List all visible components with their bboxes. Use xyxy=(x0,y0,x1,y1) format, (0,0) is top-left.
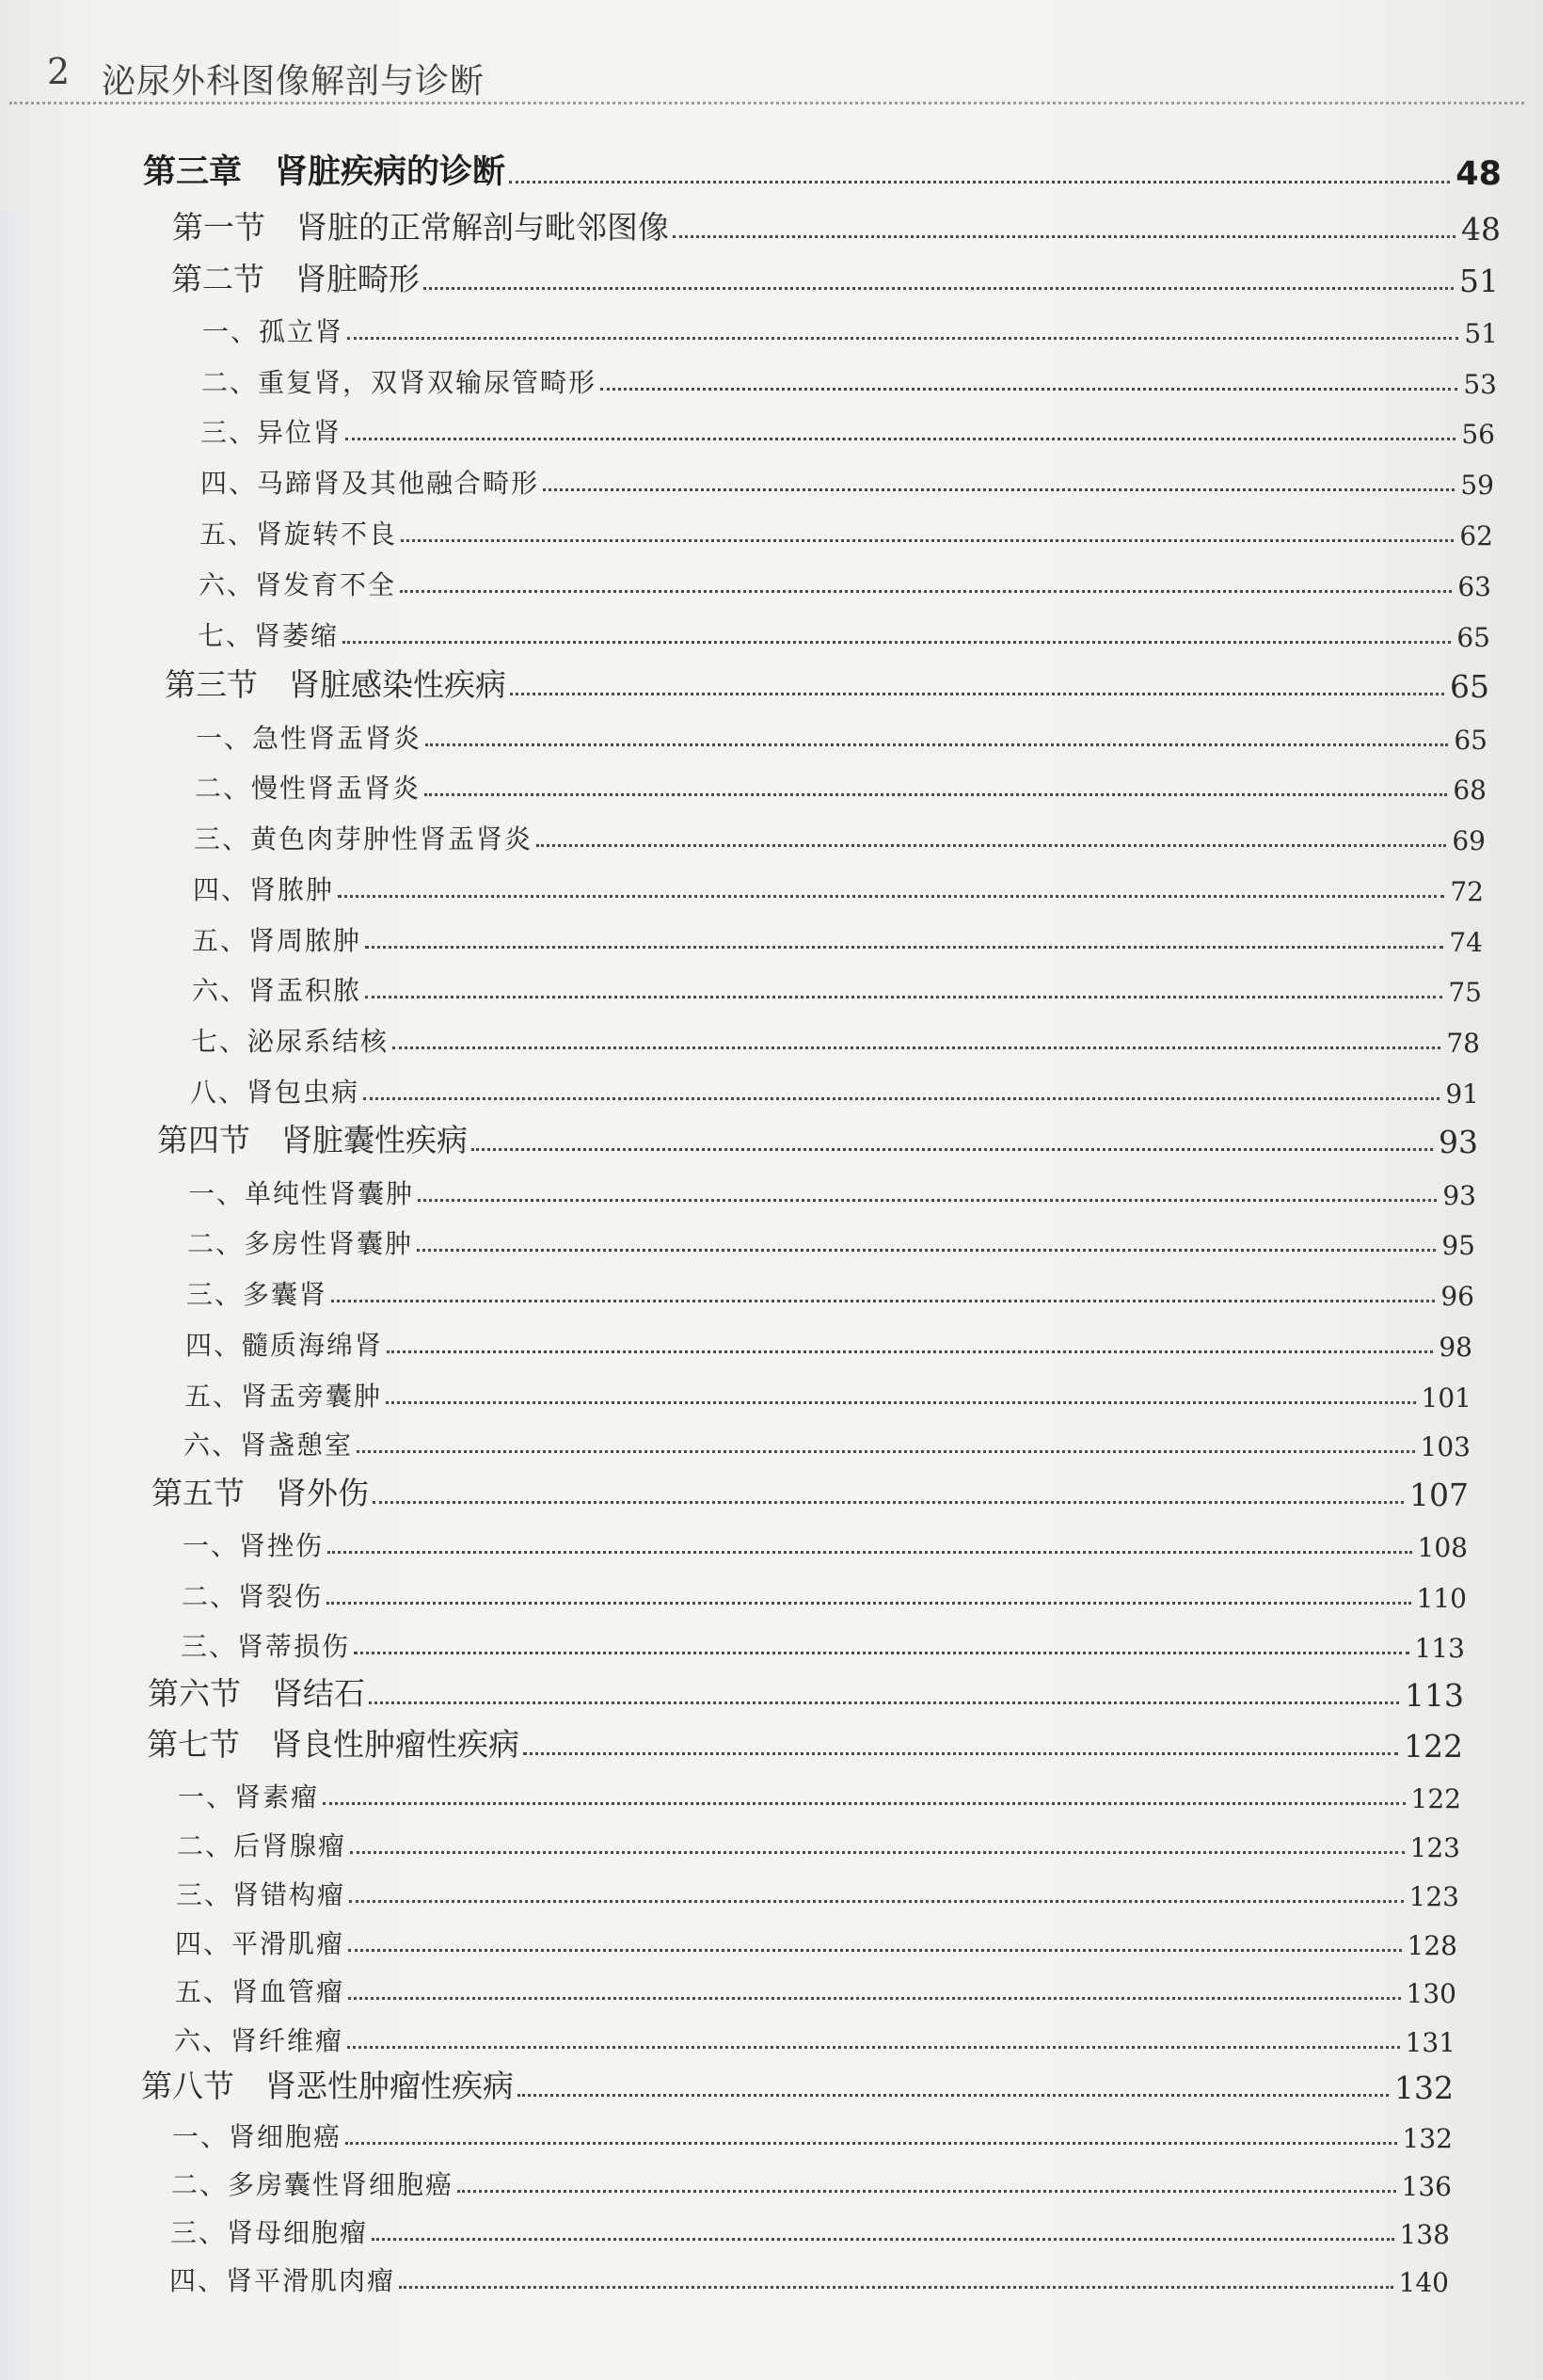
toc-entry-page: 51 xyxy=(1464,318,1498,349)
dot-leader xyxy=(342,641,1451,644)
toc-section-row xyxy=(151,1468,1469,1513)
toc-entry-title: 五、肾血管瘤 xyxy=(175,1976,345,2007)
toc-entry-title: 第七节 肾良性肿瘤性疾病 xyxy=(147,1726,519,1763)
toc-item-row xyxy=(183,1417,1471,1462)
dot-leader xyxy=(418,1199,1437,1202)
dot-leader xyxy=(350,1851,1405,1854)
dot-leader xyxy=(348,1949,1402,1952)
toc-entry-page: 132 xyxy=(1394,2069,1454,2106)
dot-leader xyxy=(354,1652,1409,1654)
toc-entry-page: 74 xyxy=(1449,927,1483,958)
dot-leader xyxy=(327,1551,1412,1554)
dot-leader xyxy=(347,337,1458,340)
dot-leader xyxy=(345,438,1456,440)
dot-leader xyxy=(345,2142,1397,2145)
toc-entry-page: 48 xyxy=(1456,155,1502,193)
toc-entry-title: 一、孤立肾 xyxy=(202,316,344,347)
toc-entry-page: 123 xyxy=(1408,1881,1459,1912)
toc-entry-title: 三、异位肾 xyxy=(200,417,342,448)
dot-leader xyxy=(365,946,1443,949)
dot-leader xyxy=(400,590,1452,593)
toc-entry-title: 一、肾挫伤 xyxy=(183,1530,325,1561)
dot-leader xyxy=(331,1300,1435,1302)
dot-leader xyxy=(471,1148,1433,1151)
toc-entry-page: 59 xyxy=(1460,470,1494,501)
toc-entry-page: 98 xyxy=(1439,1332,1472,1363)
dot-leader xyxy=(369,1701,1399,1704)
dot-leader xyxy=(417,1249,1436,1252)
toc-entry-page: 128 xyxy=(1407,1930,1457,1961)
toc-item-row xyxy=(191,1014,1480,1059)
toc-entry-page: 95 xyxy=(1441,1230,1475,1261)
toc-entry-title: 一、单纯性肾囊肿 xyxy=(188,1178,415,1209)
toc-entry-title: 三、黄色肉芽肿性肾盂肾炎 xyxy=(194,823,533,855)
toc-item-row xyxy=(190,1064,1479,1110)
toc-entry-page: 130 xyxy=(1406,1978,1456,2009)
toc-section-row xyxy=(157,1115,1478,1160)
dot-leader xyxy=(392,1046,1440,1049)
page-number: 2 xyxy=(47,51,71,92)
toc-item-row xyxy=(193,862,1484,907)
toc-item-row xyxy=(201,355,1497,400)
toc-entry-title: 第三章 肾脏疾病的诊断 xyxy=(143,153,506,191)
toc-entry-title: 第八节 肾恶性肿瘤性疾病 xyxy=(141,2068,514,2104)
toc-item-row xyxy=(183,1518,1468,1563)
toc-entry-page: 138 xyxy=(1399,2219,1450,2250)
dot-leader xyxy=(386,1401,1416,1404)
toc-item-row xyxy=(195,760,1487,806)
toc-item-row xyxy=(176,1867,1459,1912)
toc-item-row xyxy=(192,913,1483,958)
toc-entry-title: 三、肾错构瘤 xyxy=(176,1879,346,1910)
toc-entry-page: 72 xyxy=(1450,876,1484,907)
toc-item-row xyxy=(192,963,1482,1008)
toc-entry-title: 五、肾旋转不良 xyxy=(199,519,398,550)
toc-entry-page: 62 xyxy=(1459,520,1493,551)
toc-entry-title: 第三节 肾脏感染性疾病 xyxy=(165,666,506,703)
toc-section-row xyxy=(141,2061,1454,2106)
toc-entry-title: 五、肾周脓肿 xyxy=(192,925,362,956)
dot-leader xyxy=(347,2046,1400,2049)
toc-entry-page: 56 xyxy=(1461,419,1495,450)
dot-leader xyxy=(509,181,1450,184)
toc-item-row xyxy=(171,2157,1452,2202)
toc-item-row xyxy=(200,455,1494,501)
toc-entry-page: 65 xyxy=(1454,725,1487,756)
toc-entry-title: 六、肾盂积脓 xyxy=(192,975,362,1006)
toc-entry-title: 八、肾包虫病 xyxy=(190,1077,360,1108)
dot-leader xyxy=(363,1097,1440,1100)
toc-entry-page: 113 xyxy=(1414,1633,1465,1664)
toc-entry-title: 三、多囊肾 xyxy=(186,1279,328,1310)
toc-item-row xyxy=(185,1318,1472,1363)
toc-chapter-row xyxy=(143,148,1502,193)
toc-entry-title: 二、慢性肾盂肾炎 xyxy=(195,773,422,804)
toc-entry-page: 91 xyxy=(1445,1078,1479,1110)
toc-item-row xyxy=(175,1964,1456,2009)
toc-entry-page: 93 xyxy=(1442,1180,1476,1211)
toc-entry-page: 65 xyxy=(1450,668,1489,705)
toc-entry-title: 二、后肾腺瘤 xyxy=(177,1830,347,1861)
toc-section-row xyxy=(165,660,1489,705)
toc-item-row xyxy=(170,2205,1450,2250)
toc-entry-title: 第一节 肾脏的正常解剖与毗邻图像 xyxy=(172,209,669,246)
toc-item-row xyxy=(172,2109,1453,2154)
toc-entry-title: 七、肾萎缩 xyxy=(198,620,340,651)
toc-entry-page: 51 xyxy=(1459,263,1499,299)
toc-section-row xyxy=(172,202,1501,248)
dot-leader xyxy=(326,1602,1411,1605)
dot-leader xyxy=(536,844,1446,847)
toc-section-row xyxy=(171,254,1499,299)
dot-leader xyxy=(517,2094,1389,2097)
toc-entry-title: 第六节 肾结石 xyxy=(148,1675,365,1712)
toc-item-row xyxy=(187,1216,1475,1261)
dot-leader xyxy=(338,895,1444,898)
book-title: 泌尿外科图像解剖与诊断 xyxy=(102,62,485,101)
toc-entry-title: 一、肾细胞癌 xyxy=(172,2121,342,2152)
dot-leader xyxy=(600,388,1457,391)
dot-leader xyxy=(510,693,1444,695)
toc-item-row xyxy=(178,1769,1461,1814)
dot-leader xyxy=(373,1501,1404,1504)
toc-entry-title: 二、多房囊性肾细胞癌 xyxy=(171,2169,454,2200)
dot-leader xyxy=(323,1802,1406,1805)
toc-entry-page: 101 xyxy=(1421,1382,1471,1414)
toc-entry-title: 一、肾素瘤 xyxy=(178,1781,320,1813)
toc-section-row xyxy=(147,1719,1463,1765)
toc-entry-page: 107 xyxy=(1409,1477,1469,1513)
toc-item-row xyxy=(181,1619,1465,1664)
toc-entry-title: 二、重复肾，双肾双输尿管畸形 xyxy=(201,367,597,398)
toc-item-row xyxy=(177,1818,1460,1863)
toc-entry-page: 123 xyxy=(1409,1832,1460,1863)
toc-entry-page: 96 xyxy=(1440,1281,1474,1312)
toc-item-row xyxy=(202,304,1498,349)
toc-item-row xyxy=(184,1368,1471,1414)
toc-entry-page: 122 xyxy=(1410,1783,1461,1814)
dot-leader xyxy=(423,287,1454,290)
toc-entry-page: 78 xyxy=(1446,1028,1480,1059)
toc-entry-page: 93 xyxy=(1439,1124,1478,1160)
toc-entry-title: 六、肾发育不全 xyxy=(199,569,397,600)
toc-entry-page: 131 xyxy=(1405,2027,1456,2058)
toc-entry-page: 48 xyxy=(1461,211,1501,248)
toc-item-row xyxy=(175,1916,1457,1961)
toc-entry-page: 63 xyxy=(1457,571,1491,602)
dot-leader xyxy=(399,2286,1393,2289)
toc-entry-page: 136 xyxy=(1401,2171,1452,2202)
toc-entry-title: 四、平滑肌瘤 xyxy=(175,1928,345,1959)
toc-entry-title: 二、肾裂伤 xyxy=(182,1581,324,1612)
toc-entry-title: 四、髓质海绵肾 xyxy=(185,1330,384,1361)
toc-item-row xyxy=(182,1569,1467,1614)
toc-entry-title: 四、肾脓肿 xyxy=(193,874,335,905)
toc-section-row xyxy=(148,1669,1464,1714)
toc-entry-title: 六、肾纤维瘤 xyxy=(174,2025,344,2056)
dot-leader xyxy=(387,1350,1433,1353)
dot-leader xyxy=(401,539,1454,542)
toc-entry-page: 110 xyxy=(1416,1583,1467,1614)
toc-item-row xyxy=(186,1267,1474,1312)
toc-item-row xyxy=(169,2253,1449,2298)
toc-entry-title: 三、肾母细胞瘤 xyxy=(170,2217,369,2248)
toc-entry-title: 七、泌尿系结核 xyxy=(191,1026,390,1057)
dot-leader xyxy=(673,235,1456,238)
dot-leader xyxy=(425,743,1448,746)
toc-entry-page: 113 xyxy=(1405,1677,1464,1714)
toc-entry-page: 65 xyxy=(1456,622,1490,653)
toc-entry-title: 五、肾盂旁囊肿 xyxy=(184,1381,383,1412)
toc-entry-page: 140 xyxy=(1398,2267,1449,2298)
toc-entry-title: 第二节 肾脏畸形 xyxy=(171,261,420,297)
toc-item-row xyxy=(200,405,1495,450)
dot-leader xyxy=(424,793,1447,796)
toc-entry-page: 122 xyxy=(1404,1728,1463,1765)
dot-leader xyxy=(543,488,1455,491)
dot-leader xyxy=(365,996,1442,998)
toc-item-row xyxy=(199,557,1491,602)
toc-entry-page: 103 xyxy=(1420,1431,1471,1462)
toc-entry-title: 六、肾盏憩室 xyxy=(183,1430,354,1461)
toc-entry-title: 第四节 肾脏囊性疾病 xyxy=(157,1122,468,1158)
toc-item-row xyxy=(174,2013,1456,2058)
toc-entry-page: 53 xyxy=(1463,369,1497,400)
dot-leader xyxy=(348,1997,1401,2000)
dot-leader xyxy=(372,2238,1394,2241)
toc-entry-title: 四、马蹄肾及其他融合畸形 xyxy=(200,468,540,499)
toc-entry-title: 一、急性肾盂肾炎 xyxy=(196,723,422,754)
dot-leader xyxy=(523,1752,1398,1755)
toc-entry-title: 第五节 肾外伤 xyxy=(151,1475,369,1511)
toc-entry-page: 69 xyxy=(1452,825,1486,856)
toc-item-row xyxy=(194,811,1486,856)
toc-entry-page: 132 xyxy=(1402,2123,1453,2154)
dot-leader xyxy=(357,1450,1415,1453)
toc-entry-page: 108 xyxy=(1417,1532,1468,1563)
toc-item-row xyxy=(196,711,1487,756)
dot-leader xyxy=(457,2190,1396,2193)
toc-entry-page: 68 xyxy=(1453,775,1487,806)
toc-item-row xyxy=(188,1166,1476,1211)
toc-item-row xyxy=(198,608,1490,653)
toc-entry-page: 75 xyxy=(1448,977,1482,1008)
toc-item-row xyxy=(199,506,1493,551)
toc-entry-title: 二、多房性肾囊肿 xyxy=(187,1228,414,1259)
dot-leader xyxy=(349,1900,1404,1903)
toc-entry-title: 三、肾蒂损伤 xyxy=(181,1631,351,1662)
toc-entry-title: 四、肾平滑肌肉瘤 xyxy=(169,2265,396,2296)
